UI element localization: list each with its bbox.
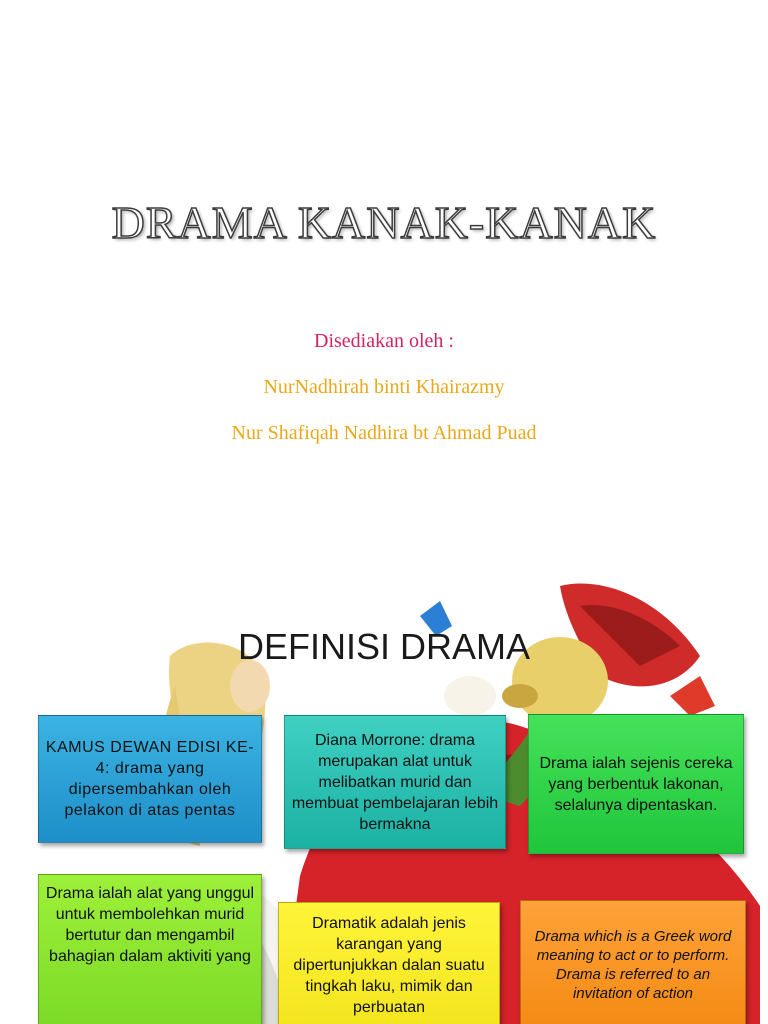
definition-box-kamus-dewan <box>38 715 262 843</box>
definition-box-cereka <box>528 714 744 854</box>
definition-box-alat <box>38 874 262 1024</box>
definition-slide <box>0 576 768 1024</box>
definition-text: Dramatik adalah jenis karangan yang dipertunjukkan dalan suatu tingkah laku, mimik dan perbuatan <box>293 915 485 1016</box>
definition-text: Drama ialah alat yang unggul untuk membolehkan murid bertutur dan mengambil bahagian dalam aktiviti yang <box>45 885 255 965</box>
definition-box-greek <box>520 900 746 1024</box>
definition-box-diana-morrone <box>284 715 506 849</box>
definition-text: Drama ialah sejenis cereka yang berbentuk lakonan, selalunya dipentaskan. <box>539 754 733 814</box>
author-name-1: NurNadhirah binti Khairazmy <box>263 376 505 398</box>
slide-title: DRAMA KANAK-KANAK <box>111 197 657 248</box>
credit-label: Disediakan oleh : <box>314 330 454 352</box>
definition-title: DEFINISI DRAMA <box>237 626 531 667</box>
definition-text: Drama which is a Greek word meaning to act or to perform. Drama is referred to an invitation of action <box>534 928 732 1002</box>
definition-text: KAMUS DEWAN EDISI KE-4: drama yang dipersembahkan oleh pelakon di atas pentas <box>45 739 255 819</box>
definition-text: Diana Morrone: drama merupakan alat untuk melibatkan murid dan membuat pembelajaran lebih bermakna <box>291 731 499 833</box>
author-name-2: Nur Shafiqah Nadhira bt Ahmad Puad <box>231 422 537 444</box>
definition-box-dramatik <box>278 902 500 1024</box>
